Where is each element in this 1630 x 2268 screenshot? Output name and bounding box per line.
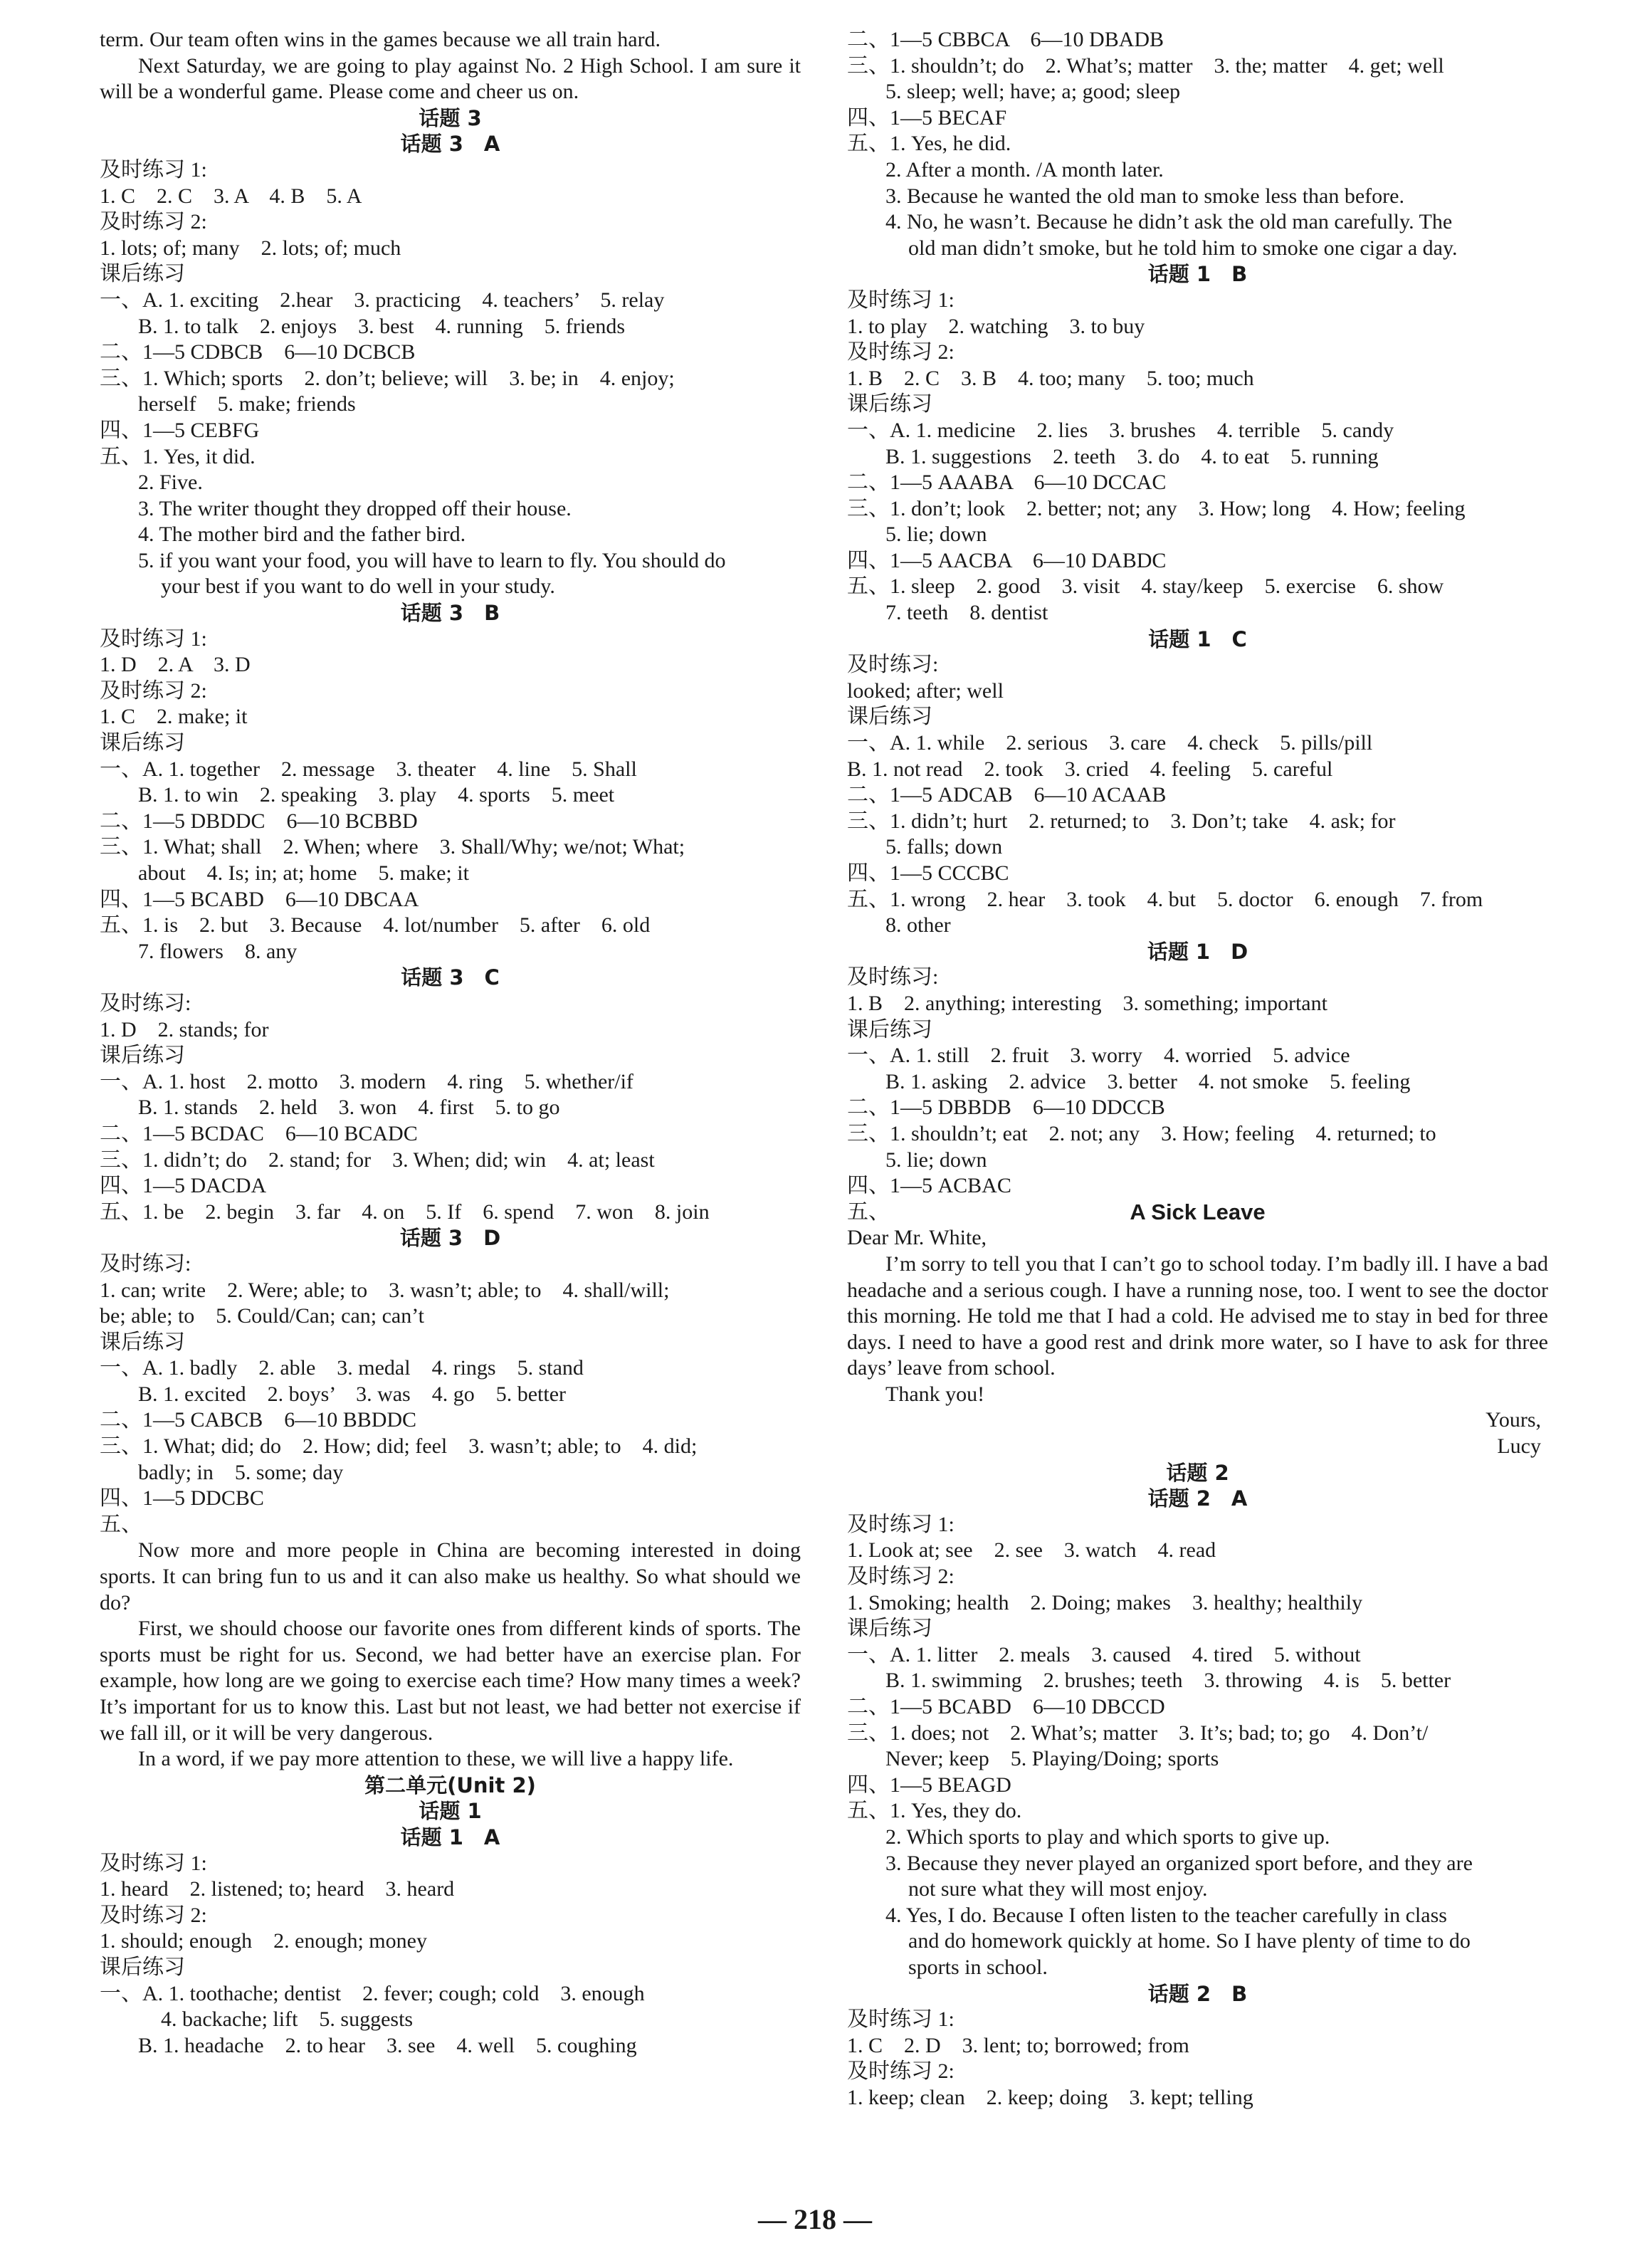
answer-line: 五、1. sleep 2. good 3. visit 4. stay/keep 5. exercise 6. show <box>847 574 1444 599</box>
answer-line: 及时练习 2: <box>100 1903 207 1927</box>
answer-line: 及时练习 1: <box>100 626 207 651</box>
answer-line: 1. Look at; see 2. see 3. watch 4. read <box>847 1538 1216 1563</box>
answer-line: and do homework quickly at home. So I have plenty of time to do <box>908 1929 1471 1953</box>
answer-line: B. 1. to talk 2. enjoys 3. best 4. running 5. friends <box>138 314 626 338</box>
answer-line: 四、1—5 AACBA 6—10 DABDC <box>847 548 1167 572</box>
section-heading: 话题 3 <box>419 105 482 130</box>
answer-line: 及时练习 2: <box>847 2059 955 2084</box>
answer-line: B. 1. not read 2. took 3. cried 4. feeling 5. careful <box>847 757 1333 781</box>
answer-line: 及时练习: <box>100 991 191 1015</box>
answer-line: 二、1—5 ADCAB 6—10 ACAAB <box>847 783 1167 807</box>
answer-line: old man didn’t smoke, but he told him to smoke one cigar a day. <box>908 236 1458 260</box>
answer-line: 及时练习: <box>847 653 939 677</box>
answer-line: 4. The mother bird and the father bird. <box>138 523 466 547</box>
section-heading: 话题 3 C <box>401 965 500 990</box>
answer-line: 五、1. be 2. begin 3. far 4. on 5. If 6. spend 7. won 8. join <box>100 1199 710 1224</box>
answer-line: 4. backache; lift 5. suggests <box>161 2007 414 2032</box>
answer-line: 二、1—5 CBBCA 6—10 DBADB <box>847 28 1164 51</box>
answer-line: 7. teeth 8. dentist <box>885 601 1048 625</box>
answer-line: 三、1. What; did; do 2. How; did; feel 3. wasn’t; able; to 4. did; <box>100 1434 698 1459</box>
answer-line: 四、1—5 BEAGD <box>847 1773 1011 1797</box>
answer-line: 五、1. wrong 2. hear 3. took 4. but 5. doctor 6. enough 7. from <box>847 887 1483 911</box>
answer-line: 课后练习 <box>847 705 932 729</box>
answer-line: 及时练习 2: <box>100 210 207 234</box>
section-heading: 话题 1 D <box>1147 939 1248 964</box>
answer-line: 课后练习 <box>847 392 932 416</box>
answer-line: 5. lie; down <box>885 1148 987 1172</box>
answer-line: 及时练习 1: <box>847 2007 955 2032</box>
answer-line: 3. Because they never played an organized sport before, and they are <box>885 1851 1473 1875</box>
answer-line: herself 5. make; friends <box>138 392 356 416</box>
answer-line: 一、A. 1. while 2. serious 3. care 4. check 5. pills/pill <box>847 731 1373 755</box>
section-heading: 话题 1 C <box>1148 626 1247 651</box>
answer-line: 1. C 2. C 3. A 4. B 5. A <box>100 184 362 208</box>
answer-line: 课后练习 <box>100 1044 185 1068</box>
answer-line: 一、A. 1. exciting 2.hear 3. practicing 4. teachers’ 5. relay <box>100 288 665 312</box>
answer-line: 7. flowers 8. any <box>138 939 298 963</box>
answer-line: 三、1. didn’t; hurt 2. returned; to 3. Don’t; take 4. ask; for <box>847 809 1396 833</box>
answer-line: not sure what they will most enjoy. <box>908 1877 1208 1901</box>
answer-line: 五、1. Yes, it did. <box>100 444 256 468</box>
answer-line: 及时练习 1: <box>847 288 955 312</box>
section-heading: 话题 1 A <box>400 1825 500 1849</box>
answer-line: 二、1—5 CDBCB 6—10 DCBCB <box>100 340 416 364</box>
answer-line: 一、A. 1. toothache; dentist 2. fever; cough; cold 3. enough <box>100 1981 645 2005</box>
answer-line: 二、1—5 AAABA 6—10 DCCAC <box>847 471 1167 495</box>
section-heading: 话题 1 <box>419 1799 482 1824</box>
answer-line: 及时练习 2: <box>100 678 207 703</box>
answer-line: 五、1. is 2. but 3. Because 4. lot/number 5. after 6. old <box>100 913 651 938</box>
answer-line: 一、A. 1. host 2. motto 3. modern 4. ring 5. whether/if <box>100 1069 633 1093</box>
answer-line: 1. should; enough 2. enough; money <box>100 1929 427 1953</box>
answer-line: 及时练习 2: <box>847 340 955 364</box>
answer-line: 二、1—5 DBBDB 6—10 DDCCB <box>847 1096 1165 1120</box>
section-heading: 话题 3 B <box>400 601 500 626</box>
section-marker: 五、 <box>847 1199 890 1224</box>
answer-line: 四、1—5 DACDA <box>100 1174 267 1198</box>
answer-line: B. 1. to win 2. speaking 3. play 4. sports 5. meet <box>138 783 615 807</box>
answer-line: 5. if you want your food, you will have to learn to fly. You should do <box>138 548 726 572</box>
answer-line: 五、1. Yes, they do. <box>847 1799 1022 1823</box>
answer-line: 1. C 2. D 3. lent; to; borrowed; from <box>847 2033 1189 2057</box>
answer-line: 三、1. shouldn’t; eat 2. not; any 3. How; feeling 4. returned; to <box>847 1121 1436 1145</box>
answer-line: 8. other <box>885 913 951 938</box>
answer-line: be; able; to 5. Could/Can; can; can’t <box>100 1304 425 1328</box>
answer-line: 及时练习: <box>847 965 939 989</box>
answer-line: 1. heard 2. listened; to; heard 3. heard <box>100 1877 455 1901</box>
answer-line: 四、1—5 BECAF <box>847 105 1007 130</box>
letter-signoff: Lucy <box>1497 1434 1541 1459</box>
answer-line: 3. Because he wanted the old man to smoke less than before. <box>885 184 1404 208</box>
answer-line: 课后练习 <box>847 1617 932 1641</box>
answer-line: about 4. Is; in; at; home 5. make; it <box>138 861 469 885</box>
answer-line: 5. falls; down <box>885 835 1003 859</box>
answer-line: 四、1—5 CEBFG <box>100 418 260 442</box>
answer-line: 1. keep; clean 2. keep; doing 3. kept; telling <box>847 2085 1253 2109</box>
answer-line: 三、1. does; not 2. What’s; matter 3. It’s; bad; to; go 4. Don’t/ <box>847 1721 1429 1745</box>
answer-line: 五、1. Yes, he did. <box>847 132 1011 156</box>
answer-line: 三、1. shouldn’t; do 2. What’s; matter 3. the; matter 4. get; well <box>847 53 1444 78</box>
answer-line: 3. The writer thought they dropped off their house. <box>138 496 572 520</box>
answer-line: 及时练习 1: <box>100 157 207 182</box>
answer-line: 三、1. don’t; look 2. better; not; any 3. How; long 4. How; feeling <box>847 496 1466 520</box>
left-column <box>100 27 801 2059</box>
answer-line: 5. lie; down <box>885 523 987 547</box>
answer-line: 1. B 2. C 3. B 4. too; many 5. too; much <box>847 366 1254 390</box>
answer-line: 1. B 2. anything; interesting 3. something; important <box>847 991 1327 1015</box>
answer-line: B. 1. headache 2. to hear 3. see 4. well 5. coughing <box>138 2033 637 2057</box>
answer-line: 二、1—5 BCABD 6—10 DBCCD <box>847 1695 1165 1718</box>
section-heading: 话题 2 B <box>1147 1981 1248 2006</box>
essay-heading-row <box>847 1199 1548 1226</box>
answer-line: looked; after; well <box>847 678 1004 703</box>
answer-line: 及时练习: <box>100 1251 191 1276</box>
essay-title: A Sick Leave <box>1130 1199 1266 1224</box>
answer-line: your best if you want to do well in your study. <box>161 574 555 599</box>
answer-line: 三、1. What; shall 2. When; where 3. Shall/Why; we/not; What; <box>100 835 685 859</box>
answer-line: 二、1—5 BCDAC 6—10 BCADC <box>100 1121 418 1145</box>
answer-line: B. 1. asking 2. advice 3. better 4. not smoke 5. feeling <box>885 1069 1411 1093</box>
right-column <box>847 27 1548 2111</box>
paragraph: In a word, if we pay more attention to these, we will live a happy life. <box>138 1747 734 1771</box>
answer-line: 1. Smoking; health 2. Doing; makes 3. healthy; healthily <box>847 1590 1363 1615</box>
answer-line: B. 1. excited 2. boys’ 3. was 4. go 5. better <box>138 1382 567 1406</box>
answer-line: 课后练习 <box>100 731 185 755</box>
answer-line: Dear Mr. White, <box>847 1226 987 1250</box>
answer-line: 4. Yes, I do. Because I often listen to the teacher carefully in class <box>885 1903 1447 1927</box>
section-heading: 第二单元(Unit 2) <box>364 1773 536 1797</box>
answer-line: badly; in 5. some; day <box>138 1460 344 1484</box>
paragraph: Now more and more people in China are becoming interested in doing sports. It can bring fun to us and it can also make us healthy. So what should we do? <box>100 1538 801 1615</box>
answer-line: 2. Five. <box>138 471 203 495</box>
answer-line: 四、1—5 BCABD 6—10 DBCAA <box>100 887 419 911</box>
answer-line: 1. D 2. stands; for <box>100 1017 269 1041</box>
answer-line: 一、A. 1. still 2. fruit 3. worry 4. worried 5. advice <box>847 1044 1350 1068</box>
answer-line: 一、A. 1. medicine 2. lies 3. brushes 4. terrible 5. candy <box>847 418 1394 442</box>
answer-line: 5. sleep; well; have; a; good; sleep <box>885 80 1181 104</box>
paragraph: I’m sorry to tell you that I can’t go to school today. I’m badly ill. I have a bad headache and a serious cough. I have a running nose, too. I went to see the doctor this morning. He told me that I had a cold. He advised me to stay in bed for three days. I need to have a good rest and drink more water, so I have to ask for three days’ leave from school. <box>847 1251 1548 1380</box>
answer-line: 课后练习 <box>100 1955 185 1979</box>
answer-line: B. 1. stands 2. held 3. won 4. first 5. to go <box>138 1096 560 1120</box>
answer-line: 1. to play 2. watching 3. to buy <box>847 314 1145 338</box>
answer-line: term. Our team often wins in the games because we all train hard. <box>100 28 661 51</box>
section-heading: 话题 2 A <box>1147 1486 1248 1511</box>
answer-line: 四、1—5 ACBAC <box>847 1174 1011 1198</box>
answer-line: B. 1. swimming 2. brushes; teeth 3. throwing 4. is 5. better <box>885 1669 1451 1693</box>
answer-line: 课后练习 <box>100 262 185 286</box>
letter-signoff: Yours, <box>1486 1408 1541 1432</box>
answer-line: 1. can; write 2. Were; able; to 3. wasn’t; able; to 4. shall/will; <box>100 1278 670 1302</box>
answer-line: 及时练习 2: <box>847 1565 955 1589</box>
paragraph: Thank you! <box>885 1382 985 1406</box>
section-heading: 话题 2 <box>1166 1460 1229 1485</box>
answer-line: 2. Which sports to play and which sports to give up. <box>885 1825 1330 1849</box>
answer-line: 1. lots; of; many 2. lots; of; much <box>100 236 401 260</box>
answer-line: sports in school. <box>908 1955 1048 1979</box>
answer-line: 四、1—5 CCCBC <box>847 861 1009 885</box>
answer-line: 四、1—5 DDCBC <box>100 1486 264 1511</box>
answer-line: 五、 <box>100 1512 142 1536</box>
answer-line: 及时练习 1: <box>847 1512 955 1536</box>
paragraph: First, we should choose our favorite ones from different kinds of sports. The sports must be right for us. Second, we had better have an exercise plan. For example, how long are we going to exercise each time? How many times a week? It’s important for us to know this. Last but not least, we had better not exercise if we fall ill, or it will be very dangerous. <box>100 1617 801 1745</box>
answer-line: B. 1. suggestions 2. teeth 3. do 4. to eat 5. running <box>885 444 1379 468</box>
answer-line: 2. After a month. /A month later. <box>885 157 1164 182</box>
answer-line: 二、1—5 CABCB 6—10 BBDDC <box>100 1408 417 1432</box>
section-heading: 话题 3 A <box>400 132 500 157</box>
paragraph: Next Saturday, we are going to play against No. 2 High School. I am sure it will be a wonderful game. Please come and cheer us on. <box>100 53 801 104</box>
section-heading: 话题 3 D <box>399 1226 501 1251</box>
page-number: — 218 — <box>758 2203 872 2235</box>
answer-line: 一、A. 1. together 2. message 3. theater 4. line 5. Shall <box>100 757 637 781</box>
answer-line: 4. No, he wasn’t. Because he didn’t ask the old man carefully. The <box>885 210 1453 234</box>
answer-line: 三、1. Which; sports 2. don’t; believe; will 3. be; in 4. enjoy; <box>100 366 675 390</box>
answer-line: 一、A. 1. litter 2. meals 3. caused 4. tired 5. without <box>847 1642 1361 1666</box>
answer-line: Never; keep 5. Playing/Doing; sports <box>885 1747 1219 1771</box>
answer-line: 课后练习 <box>100 1330 185 1354</box>
answer-line: 及时练习 1: <box>100 1851 207 1875</box>
answer-line: 二、1—5 DBDDC 6—10 BCBBD <box>100 809 418 833</box>
answer-line: 三、1. didn’t; do 2. stand; for 3. When; did; win 4. at; least <box>100 1148 655 1172</box>
answer-line: 1. C 2. make; it <box>100 705 248 729</box>
answer-line: 1. D 2. A 3. D <box>100 653 251 677</box>
answer-line: 一、A. 1. badly 2. able 3. medal 4. rings 5. stand <box>100 1356 584 1380</box>
answer-line: 课后练习 <box>847 1017 932 1041</box>
section-heading: 话题 1 B <box>1147 262 1248 287</box>
